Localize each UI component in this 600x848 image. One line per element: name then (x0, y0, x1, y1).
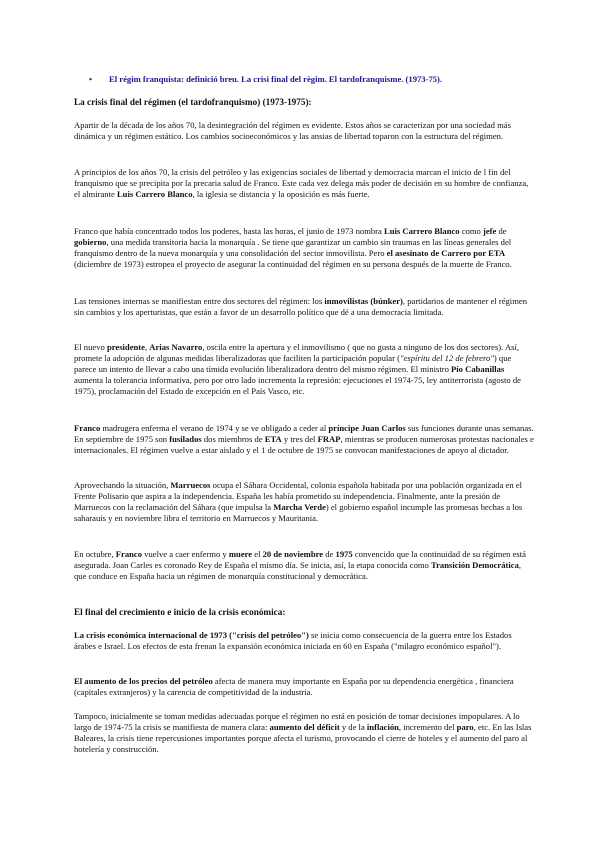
paragraph-3 (74, 226, 534, 270)
italic-run: "espíritu del 12 de febrero" (399, 353, 494, 363)
text-run: , incremento del (398, 722, 457, 732)
text-run: , etc. En las Islas Baleares, la crisis tiene repercusiones importantes porque afecta el turismo, provocando el cierre de hoteles y el aumento del paro al hotelería y construcción. (74, 722, 532, 754)
bold-run: inflación (366, 722, 399, 732)
paragraph-11 (74, 711, 534, 755)
bold-run: 20 de noviembre (262, 549, 324, 559)
bold-run: gobierno (74, 237, 107, 247)
text-run: , partidarios de mantener el régimen sin cambios y los aperturistas, que están a favor de un desarrollo político que dé a una democracia limitada. (74, 296, 527, 317)
bold-run: inmovilistas (búnker) (324, 296, 403, 306)
paragraph-2 (74, 167, 534, 200)
bold-run: Franco (115, 549, 143, 559)
toc-link[interactable]: El régim franquista: definició breu. La crisi final del règim. El tardofranquisme. (1973-75). (109, 74, 443, 84)
bold-run: Luis Carrero Blanco (384, 226, 460, 236)
text-run: A principios de los años 70, la crisis del petróleo y las exigencias sociales de libertad y democracia marcan el inicio de l fin del franquismo que se precipita por la precaria salud de Franco. Este cada vez delega más poder de decisión en su hombre de confianza, el almirante (74, 167, 529, 199)
text-run: de (323, 549, 336, 559)
heading-suffix: : (308, 97, 312, 107)
bold-run: príncipe Juan Carlos (328, 423, 406, 433)
bold-run: El aumento de los precios del petróleo (74, 676, 213, 686)
bold-run: Pío Cabanillas (451, 364, 505, 374)
text-run: Aprovechando la situación, (74, 480, 171, 490)
text-run: , una medida transitoria hacia la monarquía . Se tiene que garantizar un cambio sin traumas en las líneas generales del franquismo dentro de la nueva monarquía y una consolidación del sector inmovilista. Pero (74, 237, 512, 258)
text-run: sus funciones durante unas semanas. En septiembre de 1975 son (74, 423, 534, 444)
bold-run: fusilados (169, 434, 202, 444)
bold-run: Luis Carrero Blanco (116, 189, 193, 199)
text-run: Tampoco, inicialmente se toman medidas adecuadas porque el régimen no está en posición de tomar decisiones impopulares. A lo largo de 1974-75 la crisis se manifiesta de manera clara: (74, 711, 520, 732)
text-run: Las tensiones internas se manifiestan entre dos sectores del régimen: los (74, 296, 325, 306)
paragraph-10 (74, 676, 534, 698)
text-run: dos miembros de (201, 434, 265, 444)
paragraph-9 (74, 630, 534, 652)
text-run: madrugera enferma el verano de 1974 y se ve obligado a ceder al (100, 423, 329, 433)
text-run: , (144, 342, 150, 352)
text-run: se inicia como consecuencia de la guerra entre los Estados árabes e Israel. Los efectos de esta frenan la expansión económica iniciada en 60 en España ("milagro económico español"). (74, 630, 512, 651)
text-run: y de la (339, 722, 367, 732)
text-run: ) que parece un intento de llevar a cabo una tímida evolución liberalizadora dentro del mismo régimen. El ministro (74, 353, 512, 374)
text-run: vuelve a caer enfermo y (142, 549, 229, 559)
text-run: Apartir de la década de los años 70, la desintegración del régimen es evidente. Estos años se caracterizan por una sociedad más dinámica y un régimen estático. Los cambios socioeconómicos y las ansias de libertad toparon con la estructura del régimen. (74, 120, 511, 141)
text-run: ) el gobierno español incumple las promesas hechas a los saharauis y en noviembre libra el territorio en Marruecos y Mauritania. (74, 502, 523, 523)
bold-run: 1975 (335, 549, 353, 559)
bold-run: Marcha Verde (273, 502, 326, 512)
bold-run: FRAP (317, 434, 341, 444)
paragraph-4 (74, 296, 534, 318)
paragraph-8 (74, 549, 534, 582)
text-run: de (496, 226, 507, 236)
text-run: ocupa el Sáhara Occidental, colonia española habitada por una población organizada en el Frente Polisario que aspira a la independencia. España les había prometido su independencia. Finalmente, ante la presión de Marruecos con la reclamación del Sáhara (que impulsa la (74, 480, 522, 512)
bold-run: Marruecos (170, 480, 211, 490)
bold-run: Franco (74, 423, 101, 433)
section-heading-crisis-final (74, 97, 534, 108)
bold-run: Arias Navarro (149, 342, 203, 352)
text-run: (diciembre de 1973) estropea el proyecto de asegurar la continuidad del régimen en su persona después de la muerte de Franco. (74, 259, 512, 269)
bold-run: el asesinato de Carrero por ETA (386, 248, 506, 258)
text-run: el (252, 549, 263, 559)
text-run: El nuevo (74, 342, 107, 352)
paragraph-5 (74, 342, 534, 397)
text-run: , oscila entre la apertura y el inmovilismo ( que no gusta a ninguno de los dos sectores). Así, promete la adopción de algunas medidas liberalizadoras que faciliten la participación popular ( (74, 342, 520, 363)
toc-bullet-item (89, 74, 559, 85)
bold-run: La crisis económica internacional de 1973 ("crisis del petróleo") (74, 630, 309, 640)
bullet-icon: • (89, 74, 93, 84)
paragraph-1 (74, 120, 534, 142)
bold-run: ETA (264, 434, 282, 444)
text-run: , que conduce en España hacia un régimen de monarquía constitucional y democrática. (74, 560, 522, 581)
text-run: Franco que había concentrado todos los poderes, hasta las horas, el junio de 1973 nombra (74, 226, 385, 236)
text-run: , la iglesia se distancia y la oposición es más fuerte. (192, 189, 370, 199)
bold-run: presidente (106, 342, 145, 352)
text-run: como (459, 226, 483, 236)
text-run: afecta de manera muy importante en España por su dependencia energética , financiera (capitales extranjeros) y la carencia de competitividad de la industria. (74, 676, 514, 697)
section-heading-crisis-economica (74, 607, 534, 618)
bold-run: aumento del déficit (269, 722, 340, 732)
paragraph-6 (74, 423, 534, 456)
heading-suffix: : (282, 607, 286, 617)
paragraph-7 (74, 480, 534, 524)
text-run: aumenta la tolerancia informativa, pero por otro lado incrementa la represión: ejecuciones el 1974-75, ley antiterrorista (agosto de 1975), proclamación del Estado de excepción en el País Vasco, etc. (74, 375, 521, 396)
text-run: En octubre, (74, 549, 116, 559)
bold-run: paro (456, 722, 474, 732)
bold-run: muere (228, 549, 253, 559)
heading-text: El final del crecimiento e inicio de la crisis económica (74, 607, 283, 617)
bold-run: jefe (483, 226, 497, 236)
heading-text: La crisis final del régimen (el tardofranquismo) (1973-1975) (74, 97, 309, 107)
bold-run: Transición Democrática (431, 560, 519, 570)
text-run: , mientras se producen numerosas protestas nacionales e internacionales. El régimen vuelve a estar aislado y el 1 de octubre de 1975 se convocan manifestaciones de apoyo al dictador. (74, 434, 534, 455)
text-run: convencido que la continuidad de su régimen está asegurada. Joan Carles es coronado Rey de España el mismo día. Se inicia, así, la etapa conocida como (74, 549, 526, 570)
text-run: y tres del (281, 434, 318, 444)
